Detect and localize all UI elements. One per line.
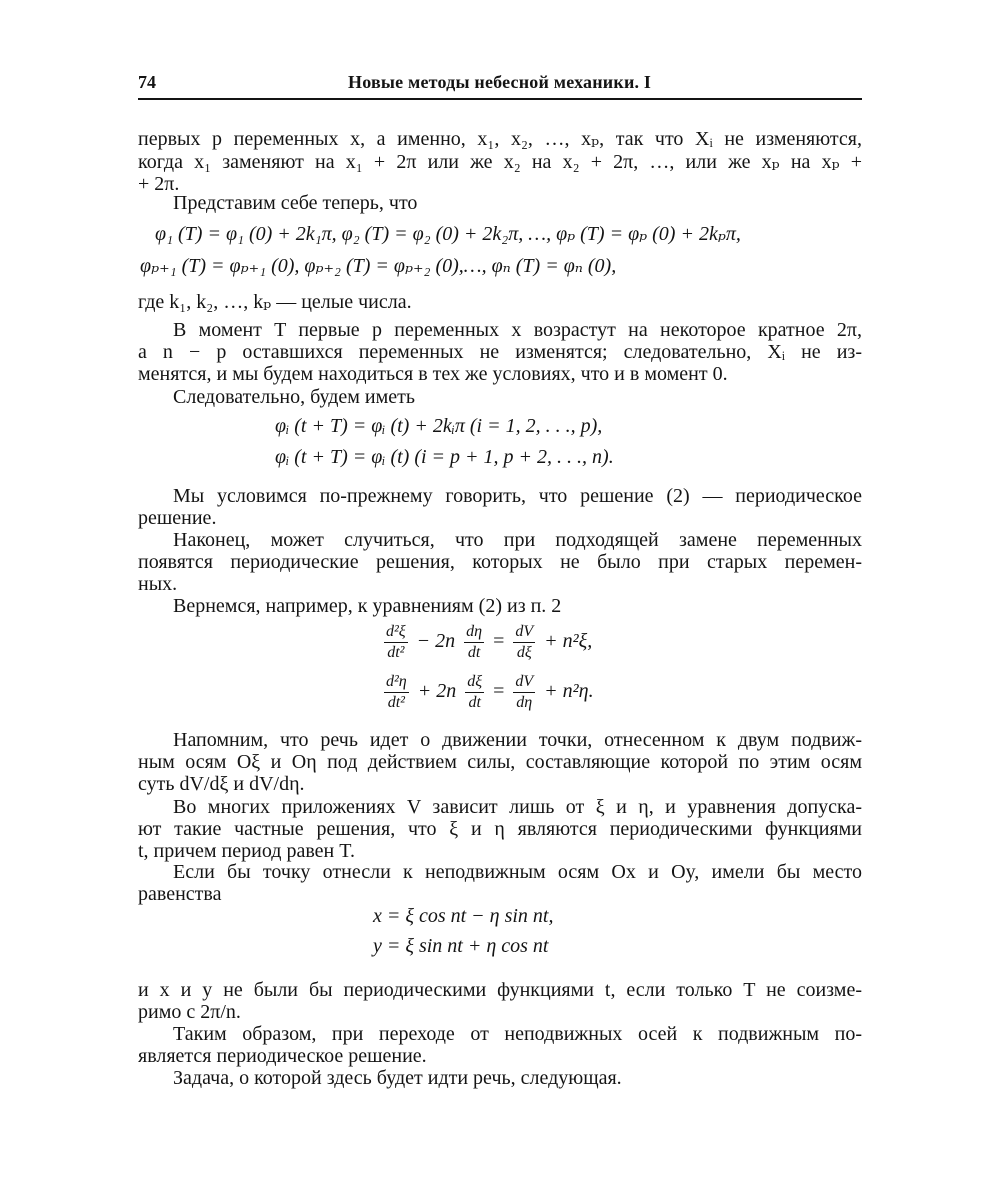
equation-fixed-axes-x: x = ξ cos nt − η sin nt, [373,905,554,927]
equation-periodic-2: φᵢ (t + T) = φᵢ (t) (i = p + 1, p + 2, . . ., n). [275,446,614,468]
text-line: В момент T первые p переменных x возрастут на некоторое кратное 2π, [173,319,862,341]
running-title: Новые методы небесной механики. I [348,72,652,92]
text-line: решение. [138,507,217,529]
text-line: Представим себе теперь, что [173,192,418,214]
equation-phi-row-1: φ₁ (T) = φ₁ (0) + 2k₁π, φ₂ (T) = φ₂ (0) + 2k₂π, …, φₚ (T) = φₚ (0) + 2kₚπ, [155,223,741,245]
text-line: Мы условимся по-прежнему говорить, что решение (2) — периодическое [173,485,862,507]
equation-motion-2: $\frac{\text{d²η}}{\text{dt²}}$ + 2n $\frac{d\xi}{dt}$ = $\frac{dV}{d\eta}$ + n²η. [386,673,594,711]
fraction: $\frac{\text{d²η}}{\text{dt²}}$ [386,673,407,711]
text-line: ным осям Oξ и Oη под действием силы, составляющие которой по этим осям [138,751,862,773]
fraction: $\frac{d\xi}{dt}$ [467,673,483,711]
text-line: Таким образом, при переходе от неподвижных осей к подвижным по- [173,1023,862,1045]
fraction: $\frac{\text{d²ξ}}{\text{dt²}}$ [386,623,406,661]
text-line: римо с 2π/n. [138,1001,241,1023]
text-line: Следовательно, будем иметь [173,386,416,408]
text-line: суть dV/dξ и dV/dη. [138,773,305,795]
text-line: Задача, о которой здесь будет идти речь, следующая. [173,1067,622,1089]
text-line: Напомним, что речь идет о движении точки, отнесенном к двум подвиж- [173,729,862,751]
text-line: Во многих приложениях V зависит лишь от ξ и η, и уравнения допуска- [173,796,862,818]
text-line: ных. [138,573,178,595]
text-line: + 2π. [138,173,180,195]
text-line: и x и y не были бы периодическими функциями t, если только T не соизме- [138,979,862,1001]
text-line: а n − p оставшихся переменных не изменятся; следовательно, Xᵢ не из- [138,341,862,363]
page-number: 74 [138,72,156,92]
fraction: $\frac{dV}{d\eta}$ [515,673,534,711]
text-line: где k₁, k₂, …, kₚ — целые числа. [138,291,412,313]
text-line: Вернемся, например, к уравнениям (2) из п. 2 [173,595,562,617]
text-line: когда x₁ заменяют на x₁ + 2π или же x₂ на x₂ + 2π, …, или же xₚ на xₚ + [138,151,862,173]
text-line: t, причем период равен T. [138,840,355,862]
fraction: $\frac{dV}{d\xi}$ [515,623,534,661]
text-line: первых p переменных x, а именно, x₁, x₂, …, xₚ, так что Xᵢ не изменяются, [138,128,862,150]
equation-fixed-axes-y: y = ξ sin nt + η cos nt [373,935,549,957]
equation-periodic-1: φᵢ (t + T) = φᵢ (t) + 2kᵢπ (i = 1, 2, . . ., p), [275,415,603,437]
equation-phi-row-2: φₚ₊₁ (T) = φₚ₊₁ (0), φₚ₊₂ (T) = φₚ₊₂ (0),…, φₙ (T) = φₙ (0), [140,255,617,277]
text-line: равенства [138,883,222,905]
fraction: $\frac{d\eta}{dt}$ [466,623,483,661]
text-line: ют такие частные решения, что ξ и η являются периодическими функциями [138,818,862,840]
text-line: Наконец, может случиться, что при подходящей замене переменных [173,529,862,551]
equation-motion-1: $\frac{\text{d²ξ}}{\text{dt²}}$ − 2n $\frac{d\eta}{dt}$ = $\frac{dV}{d\xi}$ + n²ξ, [386,623,593,661]
page-header [138,70,862,100]
text-line: является периодическое решение. [138,1045,427,1067]
text-line: менятся, и мы будем находиться в тех же условиях, что и в момент 0. [138,363,728,385]
text-line: появятся периодические решения, которых не было при старых перемен- [138,551,862,573]
text-line: Если бы точку отнесли к неподвижным осям Ox и Oy, имели бы место [173,861,862,883]
